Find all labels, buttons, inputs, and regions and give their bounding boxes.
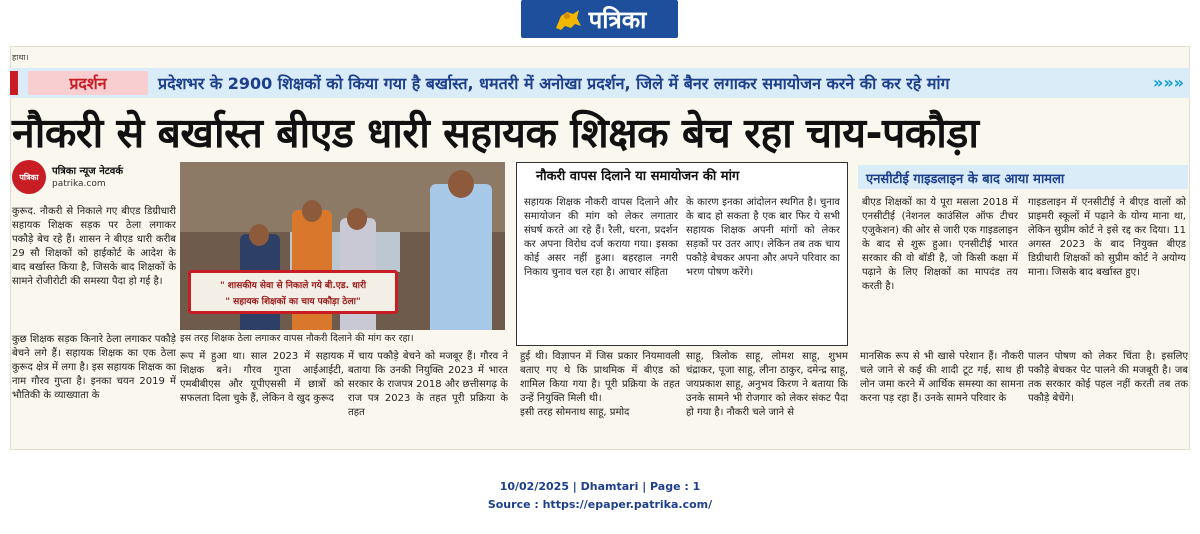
article-column-5: साहू, त्रिलोक साहू, लोमश साहू, शुभम चंद्राकर, पूजा साहू, लीना ठाकुर, दमेन्द्र साहू, जयप्रकाश साहू, अनुभव किरण ने बताया कि उनके सामने भी रोजगार को लेकर संकट पैदा हो गया है। नौकरी चले जाने से — [686, 351, 848, 418]
article-column-3: में चाय पकौड़े बेचने को मजबूर हैं। गौरव ने बताया कि उनकी नियुक्ति 2023 में भारत सरकार के राजपत्र 2018 और छत्तीसगढ़ के राज पत्र 2023 के तहत पूरी प्रक्रिया के तहत — [348, 351, 508, 418]
edition-info: 10/02/2025 | Dhamtari | Page : 1 — [499, 480, 701, 493]
patrika-logo: पत्रिका — [12, 160, 46, 194]
article-column-7: पालन पोषण को लेकर चिंता है। इसलिए पकौड़े बेचकर पेट पालने की मजबूरी है। जब तक सरकार कोई पहल नहीं करती तब तक पकौड़े बेचेंगे। — [1028, 351, 1188, 404]
person-head — [302, 200, 322, 222]
website: patrika.com — [52, 179, 106, 189]
person-head — [347, 208, 367, 230]
subhead-banner — [10, 68, 1190, 98]
article-column-1-bottom: कुछ शिक्षक सड़क किनारे ठेला लगाकर पकौड़े बेचने लगे हैं। सहायक शिक्षक का एक ठेला कुरूद क्षेत्र में लगा है। इस सहायक शिक्षक का नाम गौरव गुप्ता है। इनका चयन 2019 में भौतिकी के व्याख्याता के — [12, 334, 176, 401]
person-figure — [430, 184, 492, 330]
source-link[interactable]: Source : https://epaper.patrika.com/ — [487, 498, 713, 511]
article-column-4: हुई थी। विज्ञापन में जिस प्रकार नियमावली बताए गए थे कि प्राथमिक में बीएड को शामिल किया गया है। पूरी प्रक्रिया के तहत उन्हें नियुक्ति मिली थी। इसी तरह सोमनाथ साहू, प्रमोद — [520, 351, 680, 418]
banner-line-2: " सहायक शिक्षकों का चाय पकौड़ा ठेला" — [225, 297, 361, 307]
masthead-logo — [521, 0, 678, 38]
person-head — [249, 224, 269, 246]
protest-banner — [188, 270, 398, 314]
article-column-1-top: कुरूद. नौकरी से निकाले गए बीएड डिग्रीधारी सहायक शिक्षक सड़क पर ठेला लगाकर पकौड़े बेच रहे हैं। शासन ने बीएड धारी करीब 29 सौ शिक्षकों को हाईकोर्ट के आदेश के बाद बर्खास्त किया है, जिसके बाद शिक्षकों के सामने रोजीरोटी की समस्या पैदा हो गई है। — [12, 206, 176, 287]
chevron-arrows-icon: »»» — [1152, 73, 1184, 92]
box-demand-left: सहायक शिक्षक नौकरी वापस दिलाने और समायोजन की मांग को लेकर लगातार संघर्ष करते आ रहे हैं। रैली, धरना, प्रदर्शन कर अपना विरोध दर्ज कराया गया। इसका कोई असर नहीं हुआ। बहरहाल नगरी निकाय चुनाव चल रहा है। आचार संहिता — [524, 197, 678, 278]
box-title-demand: नौकरी वापस दिलाने या समायोजन की मांग — [536, 169, 740, 184]
box-demand-right: के कारण इनका आंदोलन स्थगित है। चुनाव के बाद हो सकता है एक बार फिर ये सभी सहायक शिक्षक अपनी मांगों को लेकर सड़कों पर उतर आए। लेकिन तब तक चाय पकौड़े बेचकर अपना और अपने परिवार का भरण पोषण करेंगे। — [686, 197, 840, 278]
brand-name: पत्रिका — [588, 5, 647, 34]
news-photo — [180, 162, 505, 330]
box-ncte-left: बीएड शिक्षकों का ये पूरा मसला 2018 में एनसीटीई (नेशनल काउंसिल ऑफ टीचर एजुकेशन) की ओर से जारी एक गाइडलाइन के बाद से शुरू हुआ। एनसीटीई भारत सरकार की वो बॉडी है, जो किसी कक्षा में पढ़ाने के लिए शिक्षकों का मापदंड तय करती है। — [862, 197, 1018, 292]
agency-name: पत्रिका न्यूज नेटवर्क — [52, 166, 124, 177]
box-ncte-right: गाइडलाइन में एनसीटीई ने बीएड वालों को प्राइमरी स्कूलों में पढ़ाने के योग्य माना था, लेकिन सुप्रीम कोर्ट ने इसे रद्द कर दिया। 11 अगस्त 2023 के बाद नियुक्त बीएड डिग्रीधारी शिक्षकों को सुप्रीम कोर्ट ने अयोग्य माना। जिसके बाद बर्खास्त हुए। — [1028, 197, 1186, 278]
byline — [12, 160, 176, 200]
section-tag: प्रदर्शन — [28, 71, 148, 95]
lion-emblem-icon — [553, 6, 583, 32]
box-title-ncte: एनसीटीई गाइडलाइन के बाद आया मामला — [858, 165, 1188, 189]
source-footer — [0, 478, 1200, 514]
banner-line-1: " शासकीय सेवा से निकाले गये बी.एड. धारी — [219, 281, 367, 291]
headline: नौकरी से बर्खास्त बीएड धारी सहायक शिक्षक बेच रहा चाय-पकौड़ा — [12, 109, 979, 157]
person-head — [448, 170, 474, 198]
article-column-6: मानसिक रूप से भी खासे परेशान हैं। नौकरी चले जाने से कई की शादी टूट गई, साथ ही लोन जमा करने में आर्थिक समस्या का सामना करना पड़ रहा हैं। उनके सामने परिवार के — [860, 351, 1024, 404]
article-column-2: रूप में हुआ था। साल 2023 में सहायक शिक्षक बने। गौरव गुप्ता आईआईटी, एमबीबीएस और यूपीएससी में छात्रों को सफलता दिला चुके हैं, लेकिन वे खुद कुरूद — [180, 351, 344, 404]
fragment-label: हाथा। — [12, 53, 29, 62]
subheadline: प्रदेशभर के 2900 शिक्षकों को किया गया है बर्खास्त, धमतरी में अनोखा प्रदर्शन, जिले में बैनर लगाकर समायोजन करने की कर रहे मांग — [158, 74, 950, 93]
photo-caption: इस तरह शिक्षक ठेला लगाकर वापस नौकरी दिलाने की मांग कर रहा। — [180, 333, 414, 344]
banner-accent-bar — [10, 71, 18, 95]
